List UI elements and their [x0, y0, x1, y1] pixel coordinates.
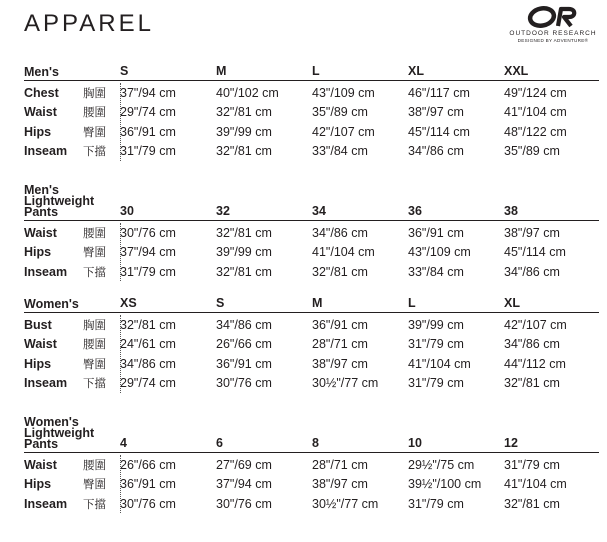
size-value: 42"/107 cm [312, 124, 375, 139]
size-value: 31"/79 cm [120, 144, 176, 159]
size-header: S [216, 296, 225, 310]
table-row [24, 354, 599, 374]
size-value: 40"/102 cm [216, 85, 279, 100]
size-value: 45"/114 cm [504, 245, 566, 260]
table-row [24, 335, 599, 355]
measure-label: Waist [24, 225, 57, 240]
section-womens [24, 294, 599, 393]
size-value: 36"/91 cm [120, 477, 176, 492]
size-value: 42"/107 cm [504, 317, 567, 332]
size-header: M [216, 64, 227, 78]
size-value: 34"/86 cm [120, 356, 176, 371]
size-value: 33"/84 cm [312, 144, 368, 159]
measure-label-chinese: 腰圍 [83, 225, 106, 240]
size-value: 32"/81 cm [504, 376, 560, 391]
measure-label-chinese: 臀圍 [83, 124, 106, 139]
size-header: 38 [504, 204, 518, 218]
section-label: Men's Lightweight Pants [24, 183, 95, 219]
size-value: 35"/89 cm [504, 144, 560, 159]
size-value: 39"/99 cm [216, 124, 272, 139]
size-value: 41"/104 cm [504, 105, 567, 120]
size-value: 24"/61 cm [120, 337, 176, 352]
size-value: 31"/79 cm [408, 496, 464, 511]
size-value: 30"/76 cm [120, 225, 176, 240]
size-value: 31"/79 cm [408, 337, 464, 352]
size-header: XL [408, 64, 424, 78]
size-header: XS [120, 296, 137, 310]
size-value: 48"/122 cm [504, 124, 567, 139]
size-value: 29½"/75 cm [408, 457, 475, 472]
size-value: 32"/81 cm [216, 105, 272, 120]
size-value: 30"/76 cm [120, 496, 176, 511]
size-value: 36"/91 cm [408, 225, 464, 240]
measure-label: Inseam [24, 496, 68, 511]
section-header [24, 62, 599, 81]
measure-label: Inseam [24, 376, 68, 391]
size-value: 28"/71 cm [312, 337, 368, 352]
table-row [24, 455, 599, 475]
size-value: 38"/97 cm [408, 105, 464, 120]
measure-label-chinese: 腰圍 [83, 337, 106, 352]
size-value: 29"/74 cm [120, 105, 176, 120]
measure-label-chinese: 腰圍 [83, 105, 106, 120]
size-value: 36"/91 cm [120, 124, 176, 139]
table-row [24, 223, 599, 243]
table-row [24, 262, 599, 282]
section-label: Men's [24, 65, 59, 79]
size-header: M [312, 296, 323, 310]
size-value: 33"/84 cm [408, 264, 464, 279]
size-value: 36"/91 cm [312, 317, 368, 332]
section-mens-lightweight-pants [24, 180, 599, 282]
size-header: 12 [504, 436, 518, 450]
section-label: Women's Lightweight Pants [24, 415, 95, 451]
brand-name: OUTDOOR RESEARCH [509, 30, 597, 37]
size-value: 38"/97 cm [312, 356, 368, 371]
size-header: 6 [216, 436, 223, 450]
brand-tagline: DESIGNED BY ADVENTURE® [517, 38, 589, 43]
table-row [24, 122, 599, 142]
measure-label: Hips [24, 245, 52, 260]
size-value: 41"/104 cm [504, 477, 567, 492]
size-header: L [312, 64, 320, 78]
table-row [24, 103, 599, 123]
section-header [24, 180, 599, 221]
or-logo-icon [527, 6, 579, 28]
section-mens [24, 62, 599, 161]
table-row [24, 83, 599, 103]
measure-label: Waist [24, 337, 57, 352]
size-value: 37"/94 cm [216, 477, 272, 492]
measure-label: Waist [24, 457, 57, 472]
size-value: 36"/91 cm [216, 356, 272, 371]
size-header: 8 [312, 436, 319, 450]
size-value: 26"/66 cm [216, 337, 272, 352]
measure-label: Inseam [24, 144, 68, 159]
size-value: 30½"/77 cm [312, 496, 379, 511]
size-value: 49"/124 cm [504, 85, 567, 100]
size-value: 27"/69 cm [216, 457, 272, 472]
size-value: 38"/97 cm [504, 225, 560, 240]
size-header: XXL [504, 64, 529, 78]
section-label: Women's [24, 297, 79, 311]
size-value: 26"/66 cm [120, 457, 176, 472]
size-value: 30½"/77 cm [312, 376, 379, 391]
size-header: S [120, 64, 129, 78]
brand-logo [505, 6, 601, 43]
measure-label-chinese: 胸圍 [83, 317, 106, 332]
measure-label: Chest [24, 85, 59, 100]
measure-label-chinese: 下擋 [83, 144, 106, 159]
size-value: 31"/79 cm [504, 457, 560, 472]
size-value: 34"/86 cm [504, 264, 560, 279]
size-value: 32"/81 cm [312, 264, 368, 279]
measure-label-chinese: 臀圍 [83, 477, 106, 492]
table-row [24, 315, 599, 335]
size-header: 10 [408, 436, 422, 450]
size-value: 37"/94 cm [120, 85, 176, 100]
size-header: 32 [216, 204, 230, 218]
measure-label: Hips [24, 124, 52, 139]
measure-label: Hips [24, 477, 52, 492]
size-header: 36 [408, 204, 422, 218]
size-value: 34"/86 cm [504, 337, 560, 352]
table-row [24, 475, 599, 495]
size-value: 30"/76 cm [216, 376, 272, 391]
table-row [24, 243, 599, 263]
size-value: 32"/81 cm [216, 264, 272, 279]
size-value: 41"/104 cm [312, 245, 375, 260]
size-value: 44"/112 cm [504, 356, 566, 371]
size-value: 39"/99 cm [408, 317, 464, 332]
size-header: XL [504, 296, 520, 310]
measure-label-chinese: 腰圍 [83, 457, 106, 472]
size-header: L [408, 296, 416, 310]
size-value: 30"/76 cm [216, 496, 272, 511]
size-value: 43"/109 cm [408, 245, 471, 260]
size-value: 34"/86 cm [312, 225, 368, 240]
size-value: 39½"/100 cm [408, 477, 482, 492]
section-header [24, 294, 599, 313]
table-row [24, 494, 599, 514]
size-value: 31"/79 cm [408, 376, 464, 391]
measure-label-chinese: 臀圍 [83, 245, 106, 260]
size-value: 28"/71 cm [312, 457, 368, 472]
size-value: 32"/81 cm [216, 225, 272, 240]
measure-label: Waist [24, 105, 57, 120]
table-row [24, 142, 599, 162]
measure-label-chinese: 下擋 [83, 496, 106, 511]
measure-label: Hips [24, 356, 52, 371]
size-value: 39"/99 cm [216, 245, 272, 260]
size-value: 35"/89 cm [312, 105, 368, 120]
size-value: 32"/81 cm [120, 317, 176, 332]
table-row [24, 374, 599, 394]
measure-label: Bust [24, 317, 52, 332]
measure-label-chinese: 胸圍 [83, 85, 106, 100]
size-value: 41"/104 cm [408, 356, 471, 371]
size-value: 46"/117 cm [408, 85, 470, 100]
size-value: 32"/81 cm [504, 496, 560, 511]
measure-label-chinese: 臀圍 [83, 356, 106, 371]
section-header [24, 412, 599, 453]
measure-label-chinese: 下擋 [83, 376, 106, 391]
size-value: 34"/86 cm [408, 144, 464, 159]
size-value: 29"/74 cm [120, 376, 176, 391]
page-title: APPAREL [24, 10, 154, 37]
size-value: 37"/94 cm [120, 245, 176, 260]
measure-label-chinese: 下擋 [83, 264, 106, 279]
size-header: 4 [120, 436, 127, 450]
size-value: 43"/109 cm [312, 85, 375, 100]
size-value: 32"/81 cm [216, 144, 272, 159]
size-value: 45"/114 cm [408, 124, 470, 139]
size-value: 31"/79 cm [120, 264, 176, 279]
size-value: 34"/86 cm [216, 317, 272, 332]
size-header: 34 [312, 204, 326, 218]
measure-label: Inseam [24, 264, 68, 279]
size-value: 38"/97 cm [312, 477, 368, 492]
section-womens-lightweight-pants [24, 412, 599, 514]
size-header: 30 [120, 204, 134, 218]
